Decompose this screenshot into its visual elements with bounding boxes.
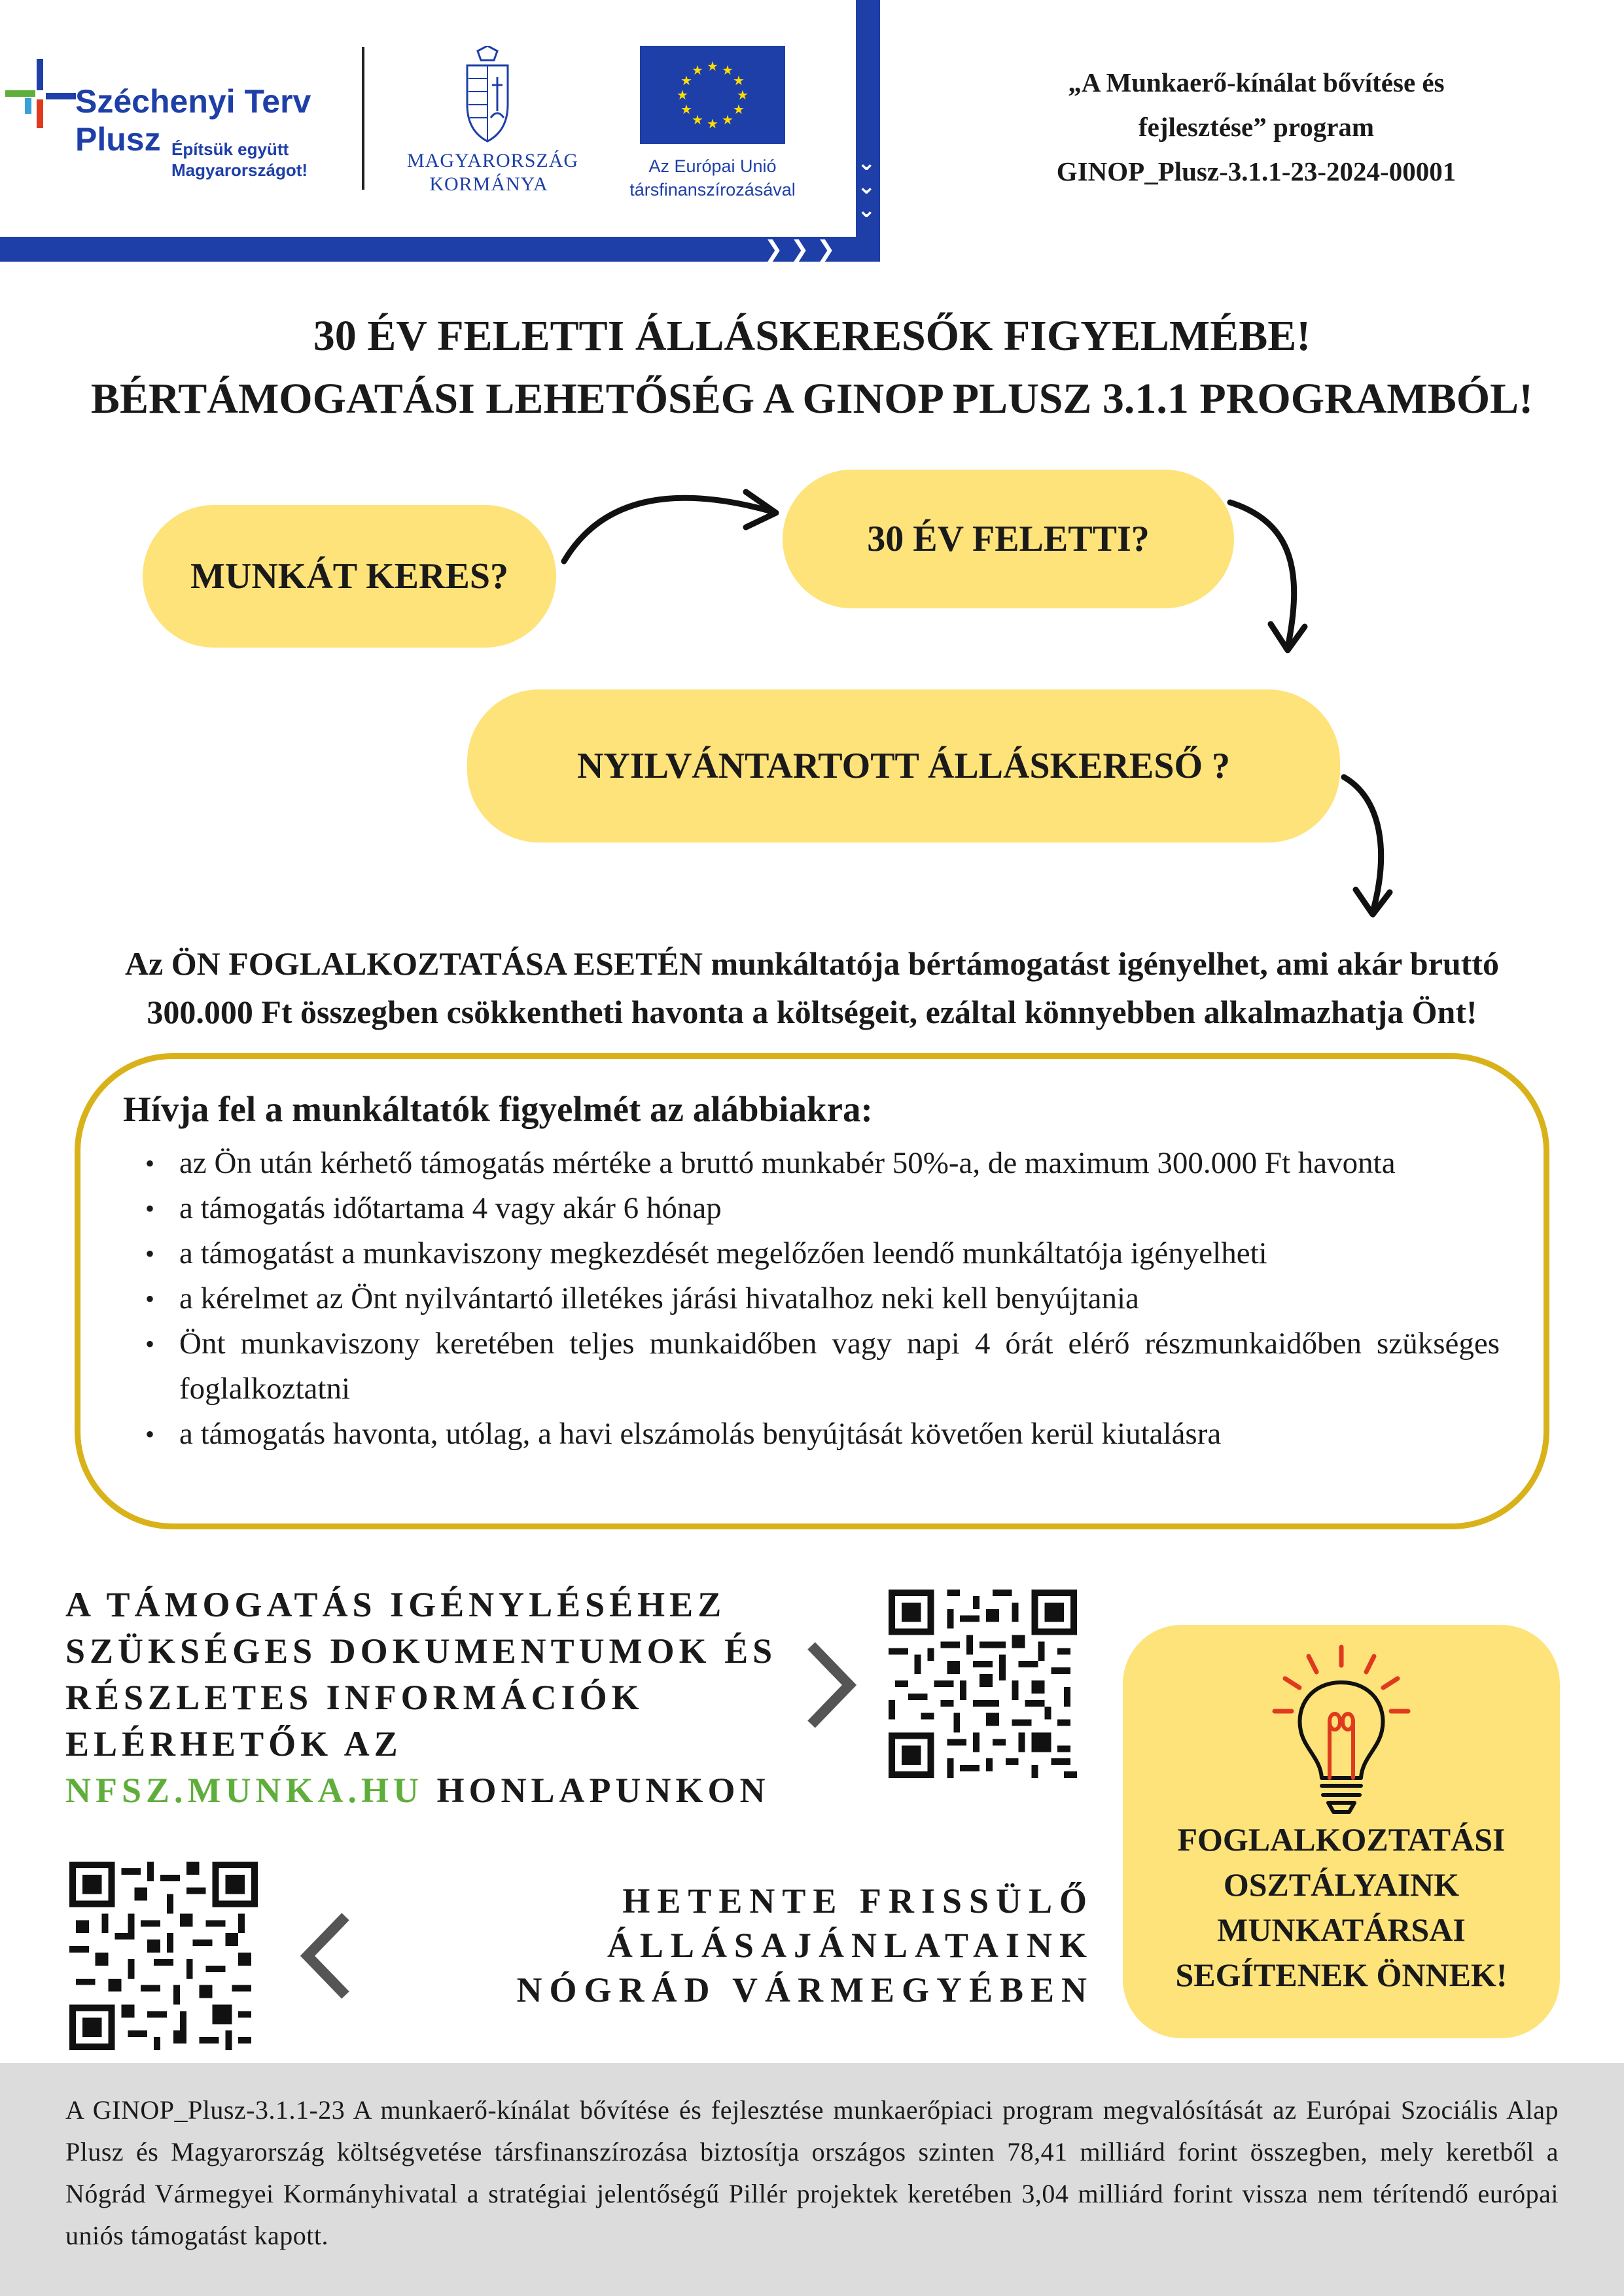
intro-line2: 300.000 Ft összegben csökkentheti havonta a költségeit, ezáltal könnyebben alkalmazhatja Önt! [147,994,1477,1030]
info-list-item: • a támogatást a munkaviszony megkezdését megelőzően leendő munkáltatója igényelheti [145,1231,1500,1276]
help-card-line4: SEGÍTENEK ÖNNEK! [1175,1957,1508,1993]
intro-paragraph [65,939,1559,1036]
flow-step-registered [467,689,1340,843]
program-code: GINOP_Plusz-3.1.1-23-2024-00001 [1056,156,1456,186]
svg-text:★: ★ [722,112,733,128]
eu-logo-line1: Az Európai Unió [648,156,777,176]
program-title-line1: „A Munkaerő-kínálat bővítése és [1068,67,1445,97]
flow-step-over-30-label: 30 ÉV FELETTI? [867,519,1150,559]
intro-line1: Az ÖN FOGLALKOZTATÁSA ESETÉN munkáltatója bértámogatást igényelhet, ami akár bruttó [124,945,1500,982]
flow-step-job-search [143,505,556,648]
chevron-right-icon: ❯ [790,236,809,262]
documents-info-line4: ELÉRHETŐK AZ [65,1724,402,1764]
svg-text:★: ★ [680,73,692,88]
info-list [145,1141,1500,1457]
flow-arrow-2 [1230,502,1294,648]
weekly-job-offers [458,1879,1094,2012]
chevron-down-icon: ⌄ [857,197,876,223]
help-card-text [1123,1817,1560,1998]
help-card-line1: FOGLALKOZTATÁSI [1177,1821,1506,1858]
nfsz-website-link[interactable]: NFSZ.MUNKA.HU [65,1771,423,1810]
documents-info-line3: RÉSZLETES INFORMÁCIÓK [65,1678,644,1717]
eu-stars-icon [640,46,785,144]
footer-funding-text: A GINOP_Plusz-3.1.1-23 A munkaerő-kínálat bővítése és fejlesztése munkaerőpiaci program megvalósítását az Európai Szociális Alap Plusz és Magyarország költségvetése társfinanszírozása biztosítja országos szinten 78,41 milliárd forint összegben, mely keretből a Nógrád Vármegyei Kormányhivatal a stratégiai jelentőségű Pillér projektek keretében 3,04 milliárd forint vissza nem térítendő európai uniós támogatást kapott. [65,2095,1559,2250]
chevron-down-icon: ⌄ [857,150,876,176]
weekly-line3: NÓGRÁD VÁRMEGYÉBEN [516,1970,1094,2009]
info-list-item: • az Ön után kérhető támogatás mértéke a bruttó munkabér 50%-a, de maximum 300.000 Ft havonta [145,1141,1500,1186]
header-divider [362,47,364,190]
svg-text:★: ★ [733,101,745,117]
eu-logo-text [609,154,817,201]
qr-code-documents[interactable] [889,1590,1077,1778]
svg-text:★: ★ [722,62,733,78]
svg-text:★: ★ [692,112,703,128]
qr-code-job-offers[interactable] [69,1862,258,2050]
svg-text:★: ★ [692,62,703,78]
svg-text:★: ★ [737,87,749,103]
coat-of-arms-icon [458,46,517,144]
svg-text:★: ★ [677,87,688,103]
documents-info-line2: SZÜKSÉGES DOKUMENTUMOK ÉS [65,1631,777,1671]
help-card-line2: OSZTÁLYAINK [1223,1866,1460,1903]
flow-step-job-search-label: MUNKÁT KERES? [190,556,508,597]
info-box-title: Hívja fel a munkáltatók figyelmét az alábbiakra: [123,1089,873,1129]
chevron-down-icon: ⌄ [857,173,876,200]
headline-line2: BÉRTÁMOGATÁSI LEHETŐSÉG A GINOP PLUSZ 3.1.1 PROGRAMBÓL! [90,375,1534,423]
weekly-line2: ÁLLÁSAJÁNLATAINK [607,1926,1094,1965]
chevron-right-icon [803,1639,862,1731]
eu-logo-line2: társfinanszírozásával [629,180,796,200]
documents-info [65,1582,798,1814]
eu-flag-icon [640,46,785,144]
government-logo-line2: KORMÁNYA [429,173,548,195]
help-card-line3: MUNKATÁRSAI [1217,1911,1466,1948]
info-list-item: • a kérelmet az Önt nyilvántartó illetékes járási hivatalhoz neki kell benyújtania [145,1276,1500,1321]
flow-step-registered-label: NYILVÁNTARTOTT ÁLLÁSKERESŐ ? [576,746,1231,786]
szechenyi-logo-slogan: Építsük együtt Magyarországot! [171,139,308,180]
page-headline [0,305,1624,430]
szechenyi-logo-plus: Plusz [75,121,161,158]
flow-arrow-3 [1344,777,1381,912]
info-list-item: • Önt munkaviszony keretében teljes munkaidőben vagy napi 4 órát elérő részmunkaidőben szükséges foglalkoztatni [145,1321,1500,1412]
szechenyi-cross-icon [5,59,77,131]
info-list-item: • a támogatás időtartama 4 vagy akár 6 hónap [145,1186,1500,1231]
documents-info-line5 [65,1767,798,1814]
svg-text:★: ★ [680,101,692,117]
flow-step-over-30 [783,470,1234,608]
header-chevrons-bottom [752,238,857,260]
chevron-right-icon: ❯ [817,236,836,262]
government-logo-text [407,149,579,196]
weekly-line1: HETENTE FRISSÜLŐ [622,1881,1094,1921]
flow-arrow-1 [564,498,772,561]
documents-info-line1: A TÁMOGATÁS IGÉNYLÉSÉHEZ [65,1585,726,1624]
chevron-left-icon [294,1910,353,2002]
lightbulb-icon [1269,1643,1413,1839]
headline-line1: 30 ÉV FELETTI ÁLLÁSKERESŐK FIGYELMÉBE! [313,312,1311,360]
svg-text:★: ★ [707,58,718,74]
svg-text:★: ★ [733,73,745,88]
documents-info-line5-tail: HONLAPUNKON [423,1771,770,1810]
header-blue-band [0,237,880,262]
info-list-item: • a támogatás havonta, utólag, a havi elszámolás benyújtását követően kerül kiutalásra [145,1412,1500,1457]
chevron-right-icon: ❯ [764,236,783,262]
program-info [968,60,1544,194]
header-chevrons-side [856,150,880,235]
svg-text:★: ★ [707,116,718,131]
szechenyi-logo-title: Széchenyi Terv [75,83,311,120]
program-title-line2: fejlesztése” program [1138,112,1375,142]
government-logo-line1: MAGYARORSZÁG [407,150,579,171]
